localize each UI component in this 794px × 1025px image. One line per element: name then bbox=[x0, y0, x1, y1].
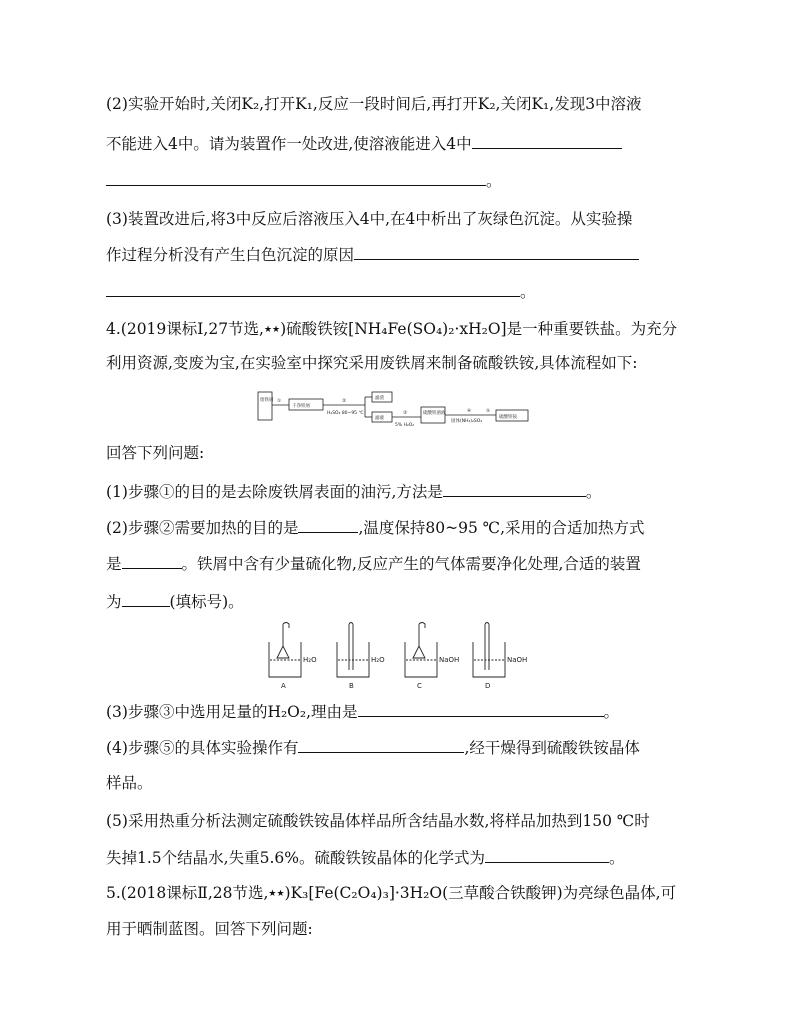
flow-step5: ⑤ bbox=[486, 409, 491, 414]
flow-label-start: 废铁屑 bbox=[260, 398, 274, 403]
flow-label-clean: 干净铁屑 bbox=[292, 404, 310, 409]
flow-cond2: H₂SO₄ 80~95 ℃ bbox=[327, 411, 364, 416]
q2-line3: 。 bbox=[106, 169, 502, 192]
difficulty-stars: ★★ bbox=[263, 325, 281, 335]
q4-sub4-line1: (4)步骤⑤的具体实验操作有 ,经干燥得到硫酸铁铵晶体 bbox=[106, 736, 640, 759]
difficulty-stars: ★★ bbox=[268, 889, 285, 899]
answer-blank[interactable] bbox=[122, 552, 182, 569]
reagent-c: NaOH bbox=[439, 656, 460, 664]
flow-label-solution: 硫酸铁溶液 bbox=[423, 411, 446, 416]
beaker-d bbox=[473, 623, 505, 678]
flow-step1: ① bbox=[277, 399, 282, 404]
flow-label-residue: 滤渣 bbox=[375, 396, 384, 401]
q4-sub2-line3: 为 (填标号)。 bbox=[106, 590, 244, 613]
q4-line2: 利用资源,变废为宝,在实验室中探究采用废铁屑来制备硫酸铁铵,具体流程如下: bbox=[106, 354, 638, 372]
reagent-a: H₂O bbox=[303, 656, 317, 664]
q5-header: 5.(2018课标Ⅱ,28节选,★★)K₃[Fe(C₂O₄)₃]·3H₂O(三草酸合铁酸钾)为亮绿色晶体,可 bbox=[106, 884, 677, 902]
q4-sub3: (3)步骤③中选用足量的H₂O₂,理由是 。 bbox=[106, 700, 619, 723]
q4-sub2-line1: (2)步骤②需要加热的目的是 ,温度保持80~95 ℃,采用的合适加热方式 bbox=[106, 516, 645, 539]
gas-absorption-apparatus bbox=[264, 622, 534, 692]
label-b: B bbox=[349, 682, 354, 690]
answer-blank[interactable] bbox=[443, 480, 586, 497]
answer-blank[interactable] bbox=[485, 846, 609, 863]
beaker-a bbox=[269, 623, 301, 678]
q3-line1: (3)装置改进后,将3中反应后溶液压入4中,在4中析出了灰绿色沉淀。从实验操 bbox=[106, 210, 633, 228]
answer-blank[interactable] bbox=[472, 132, 622, 149]
flow-label-product: 硫酸铁铵 bbox=[499, 415, 517, 420]
flow-box-start bbox=[258, 392, 272, 420]
q3-line3: 。 bbox=[106, 280, 536, 303]
q4-sub2-line2: 是 。铁屑中含有少量硫化物,反应产生的气体需要净化处理,合适的装置 bbox=[106, 552, 641, 575]
answer-intro: 回答下列问题: bbox=[106, 444, 205, 462]
answer-blank[interactable] bbox=[358, 700, 604, 717]
flowchart bbox=[257, 390, 529, 428]
q2-line1: (2)实验开始时,关闭K₂,打开K₁,反应一段时间后,再打开K₂,关闭K₁,发现3中溶液 bbox=[106, 95, 642, 113]
reagent-b: H₂O bbox=[371, 656, 385, 664]
beaker-b bbox=[337, 623, 369, 678]
answer-blank[interactable] bbox=[106, 280, 520, 297]
q4-sub5-line1: (5)采用热重分析法测定硫酸铁铵晶体样品所含结晶水数,将样品加热到150 ℃时 bbox=[106, 812, 650, 830]
reagent-d: NaOH bbox=[507, 656, 528, 664]
label-c: C bbox=[417, 682, 422, 690]
beaker-c bbox=[405, 623, 437, 678]
answer-blank[interactable] bbox=[106, 169, 486, 186]
q4-sub1: (1)步骤①的目的是去除废铁屑表面的油污,方法是 。 bbox=[106, 480, 601, 503]
q3-line2: 作过程分析没有产生白色沉淀的原因 bbox=[106, 243, 639, 266]
label-d: D bbox=[485, 682, 491, 690]
flow-step4: ④ bbox=[467, 409, 472, 414]
flow-step3: ③ bbox=[403, 411, 408, 416]
answer-blank[interactable] bbox=[298, 516, 358, 533]
flow-cond4: 固体(NH₄)₂SO₄ bbox=[451, 419, 483, 424]
q4-sub4-line2: 样品。 bbox=[106, 774, 153, 792]
flow-step2: ② bbox=[342, 399, 347, 404]
q4-header: 4.(2019课标Ⅰ,27节选,★★)硫酸铁铵[NH₄Fe(SO₄)₂·xH₂O]是一种重要铁盐。为充分 bbox=[106, 320, 678, 338]
answer-blank[interactable] bbox=[122, 590, 170, 607]
flow-label-filtrate: 滤液 bbox=[375, 416, 384, 421]
answer-blank[interactable] bbox=[354, 243, 639, 260]
q2-line2: 不能进入4中。请为装置作一处改进,使溶液能进入4中 bbox=[106, 132, 622, 155]
answer-blank[interactable] bbox=[298, 736, 464, 753]
flow-cond3: 5% H₂O₂ bbox=[395, 423, 415, 428]
q5-line2: 用于晒制蓝图。回答下列问题: bbox=[106, 920, 313, 938]
q4-sub5-line2: 失掉1.5个结晶水,失重5.6%。硫酸铁铵晶体的化学式为 。 bbox=[106, 846, 624, 869]
label-a: A bbox=[281, 682, 286, 690]
